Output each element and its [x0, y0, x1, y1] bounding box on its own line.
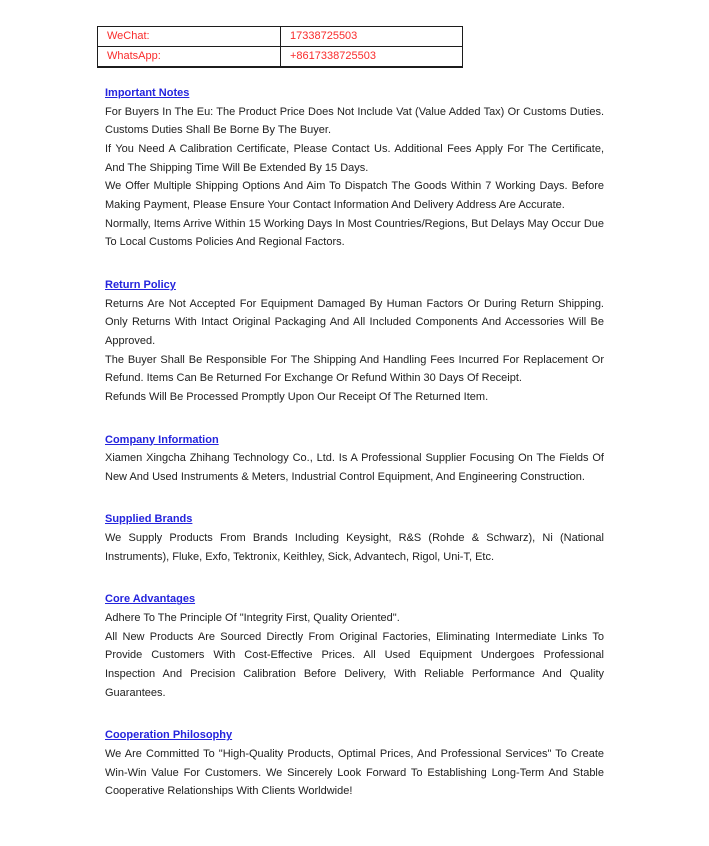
contact-value-wechat: 17338725503 — [281, 27, 463, 47]
paragraph: The Buyer Shall Be Responsible For The Shipping And Handling Fees Incurred For Replacement Or Refund. Items Can Be Returned For Exchange Or Refund Within 30 Days Of Receipt. — [105, 353, 604, 385]
paragraph: Xiamen Xingcha Zhihang Technology Co., Ltd. Is A Professional Supplier Focusing On The Fields Of New And Used Instruments & Meters, Industrial Control Equipment, And Engineering Construction. — [105, 452, 604, 483]
section-heading-supplied-brands: Supplied Brands — [105, 513, 193, 526]
section-cooperation-philosophy — [105, 726, 604, 801]
paragraph: If You Need A Calibration Certificate, Please Contact Us. Additional Fees Apply For The Certificate, And The Shipping Time Will Be Extended By 15 Days. — [105, 142, 604, 174]
contact-row-wechat — [98, 27, 463, 47]
contact-table — [97, 26, 463, 68]
section-important-notes — [105, 84, 604, 252]
section-core-advantages — [105, 590, 604, 702]
contact-row-whatsapp — [98, 47, 463, 68]
contact-label-wechat: WeChat: — [98, 27, 281, 47]
section-heading-return-policy: Return Policy — [105, 278, 176, 291]
paragraph: All New Products Are Sourced Directly From Original Factories, Eliminating Intermediate Links To Provide Customers With Cost-Effective Prices. All Used Equipment Undergoes Professional Inspection And Precision Calibration Before Delivery, With Reliable Performance And Quality Guarantees. — [105, 630, 604, 699]
section-heading-important-notes: Important Notes — [105, 87, 190, 99]
section-heading-company-information: Company Information — [105, 433, 219, 446]
section-company-information — [105, 431, 604, 487]
section-return-policy — [105, 276, 604, 407]
contact-label-whatsapp: WhatsApp: — [98, 47, 281, 68]
paragraph: Returns Are Not Accepted For Equipment Damaged By Human Factors Or During Return Shipping. Only Returns With Intact Original Packaging And All Included Components And Accessories Will Be Approved. — [105, 297, 604, 347]
paragraph: Adhere To The Principle Of "Integrity First, Quality Oriented". — [105, 612, 400, 625]
paragraph: For Buyers In The Eu: The Product Price Does Not Include Vat (Value Added Tax) Or Customs Duties. Customs Duties Shall Be Borne By The Buyer. — [105, 105, 604, 137]
section-supplied-brands — [105, 510, 604, 566]
section-heading-cooperation-philosophy: Cooperation Philosophy — [105, 729, 233, 742]
paragraph: Refunds Will Be Processed Promptly Upon Our Receipt Of The Returned Item. — [105, 390, 489, 403]
section-heading-core-advantages: Core Advantages — [105, 593, 196, 606]
paragraph: Normally, Items Arrive Within 15 Working Days In Most Countries/Regions, But Delays May Occur Due To Local Customs Policies And Regional Factors. — [105, 217, 604, 249]
paragraph: We Supply Products From Brands Including Keysight, R&S (Rohde & Schwarz), Ni (National Instruments), Fluke, Exfo, Tektronix, Keithley, Sick, Advantech, Rigol, Uni-T, Etc. — [105, 532, 604, 563]
paragraph: We Offer Multiple Shipping Options And Aim To Dispatch The Goods Within 7 Working Days. Before Making Payment, Please Ensure Your Contact Information And Delivery Address Are Accurate. — [105, 180, 604, 211]
document-body — [105, 84, 604, 801]
contact-value-whatsapp: +8617338725503 — [281, 47, 463, 68]
paragraph: We Are Committed To "High-Quality Products, Optimal Prices, And Professional Services" To Create Win-Win Value For Customers. We Sincerely Look Forward To Establishing Long-Term And Stable Cooperative Relationships With Clients Worldwide! — [105, 748, 604, 798]
